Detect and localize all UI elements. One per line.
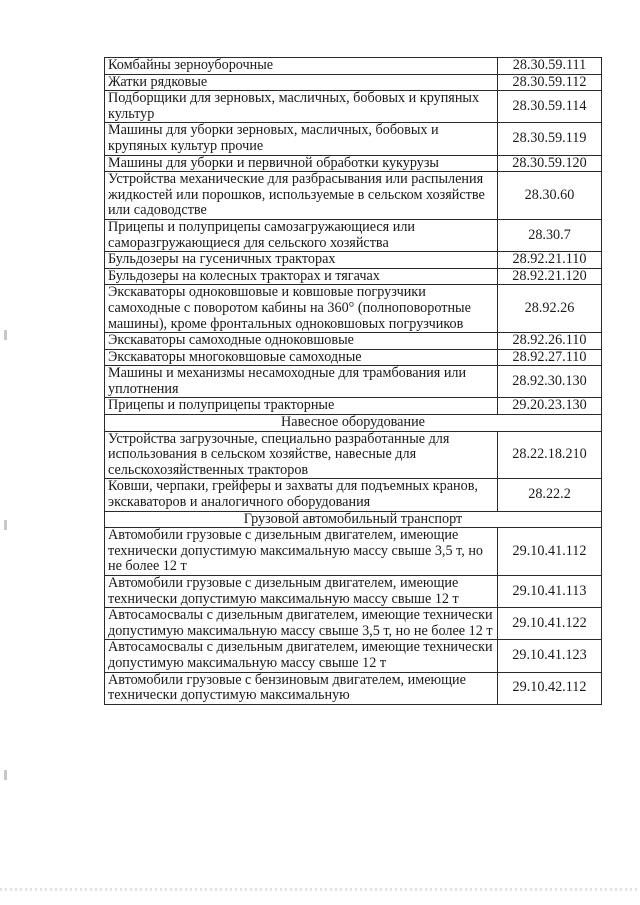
section-title: Навесное оборудование [105, 415, 602, 432]
product-name-cell: Экскаваторы самоходные одноковшовые [105, 333, 498, 350]
okpd-code-cell: 29.10.41.112 [498, 528, 602, 576]
okpd-code-cell: 28.30.60 [498, 172, 602, 220]
table-row [105, 155, 602, 172]
product-name-cell: Устройства загрузочные, специально разработанные для использования в сельском хозяйстве, навесные для сельскохозяйственных тракторов [105, 431, 498, 479]
okpd-code-cell: 29.10.42.112 [498, 672, 602, 704]
product-name-cell: Прицепы и полуприцепы тракторные [105, 398, 498, 415]
table-row [105, 252, 602, 269]
scan-mark [4, 520, 7, 530]
okpd-code-cell: 28.30.59.120 [498, 155, 602, 172]
okpd-code-cell: 28.22.2 [498, 479, 602, 511]
table-row [105, 219, 602, 251]
okpd-code-cell: 29.10.41.122 [498, 608, 602, 640]
okpd-code-cell: 28.92.21.110 [498, 252, 602, 269]
table-row [105, 398, 602, 415]
classification-table [104, 57, 602, 705]
table-row [105, 58, 602, 75]
okpd-code-cell: 28.30.59.111 [498, 58, 602, 75]
product-name-cell: Машины для уборки зерновых, масличных, бобовых и крупяных культур прочие [105, 123, 498, 155]
okpd-code-cell: 28.30.7 [498, 219, 602, 251]
table-row [105, 123, 602, 155]
table-row [105, 74, 602, 91]
okpd-code-cell: 28.92.21.120 [498, 268, 602, 285]
product-name-cell: Жатки рядковые [105, 74, 498, 91]
okpd-code-cell: 28.92.27.110 [498, 349, 602, 366]
table-row [105, 640, 602, 672]
table-row [105, 366, 602, 398]
okpd-code-cell: 28.30.59.114 [498, 91, 602, 123]
product-name-cell: Автосамосвалы с дизельным двигателем, имеющие технически допустимую максимальную массу свыше 12 т [105, 640, 498, 672]
table-row [105, 576, 602, 608]
product-name-cell: Автомобили грузовые с дизельным двигателем, имеющие технически допустимую максимальную массу свыше 12 т [105, 576, 498, 608]
section-header-row [105, 415, 602, 432]
scan-mark [4, 770, 7, 780]
okpd-code-cell: 29.10.41.123 [498, 640, 602, 672]
product-name-cell: Бульдозеры на гусеничных тракторах [105, 252, 498, 269]
product-name-cell: Машины для уборки и первичной обработки кукурузы [105, 155, 498, 172]
product-name-cell: Машины и механизмы несамоходные для трамбования или уплотнения [105, 366, 498, 398]
okpd-code-cell: 28.92.30.130 [498, 366, 602, 398]
okpd-code-cell: 29.10.41.113 [498, 576, 602, 608]
table-body [105, 58, 602, 705]
table-row [105, 431, 602, 479]
section-header-row [105, 511, 602, 528]
okpd-code-cell: 28.92.26.110 [498, 333, 602, 350]
product-name-cell: Комбайны зерноуборочные [105, 58, 498, 75]
table-row [105, 172, 602, 220]
okpd-code-cell: 29.20.23.130 [498, 398, 602, 415]
table-row [105, 528, 602, 576]
product-name-cell: Автосамосвалы с дизельным двигателем, имеющие технически допустимую максимальную массу свыше 3,5 т, но не более 12 т [105, 608, 498, 640]
table-row [105, 285, 602, 333]
scan-mark [4, 330, 7, 340]
product-name-cell: Устройства механические для разбрасывания или распыления жидкостей или порошков, используемые в сельском хозяйстве или садоводстве [105, 172, 498, 220]
scan-edge-noise [0, 888, 640, 891]
table-row [105, 349, 602, 366]
table-row [105, 672, 602, 704]
product-name-cell: Экскаваторы многоковшовые самоходные [105, 349, 498, 366]
okpd-code-cell: 28.92.26 [498, 285, 602, 333]
product-name-cell: Подборщики для зерновых, масличных, бобовых и крупяных культур [105, 91, 498, 123]
product-name-cell: Экскаваторы одноковшовые и ковшовые погрузчики самоходные с поворотом кабины на 360° (полноповоротные машины), кроме фронтальных одноковшовых погрузчиков [105, 285, 498, 333]
table-row [105, 91, 602, 123]
product-name-cell: Прицепы и полуприцепы самозагружающиеся или саморазгружающиеся для сельского хозяйства [105, 219, 498, 251]
table-row [105, 608, 602, 640]
table-row [105, 479, 602, 511]
okpd-code-cell: 28.30.59.119 [498, 123, 602, 155]
table-row [105, 333, 602, 350]
product-name-cell: Бульдозеры на колесных тракторах и тягачах [105, 268, 498, 285]
section-title: Грузовой автомобильный транспорт [105, 511, 602, 528]
okpd-code-cell: 28.30.59.112 [498, 74, 602, 91]
okpd-code-cell: 28.22.18.210 [498, 431, 602, 479]
product-name-cell: Автомобили грузовые с дизельным двигателем, имеющие технически допустимую максимальную массу свыше 3,5 т, но не более 12 т [105, 528, 498, 576]
product-name-cell: Ковши, черпаки, грейферы и захваты для подъемных кранов, экскаваторов и аналогичного оборудования [105, 479, 498, 511]
table-row [105, 268, 602, 285]
product-name-cell: Автомобили грузовые с бензиновым двигателем, имеющие технически допустимую максимальную [105, 672, 498, 704]
